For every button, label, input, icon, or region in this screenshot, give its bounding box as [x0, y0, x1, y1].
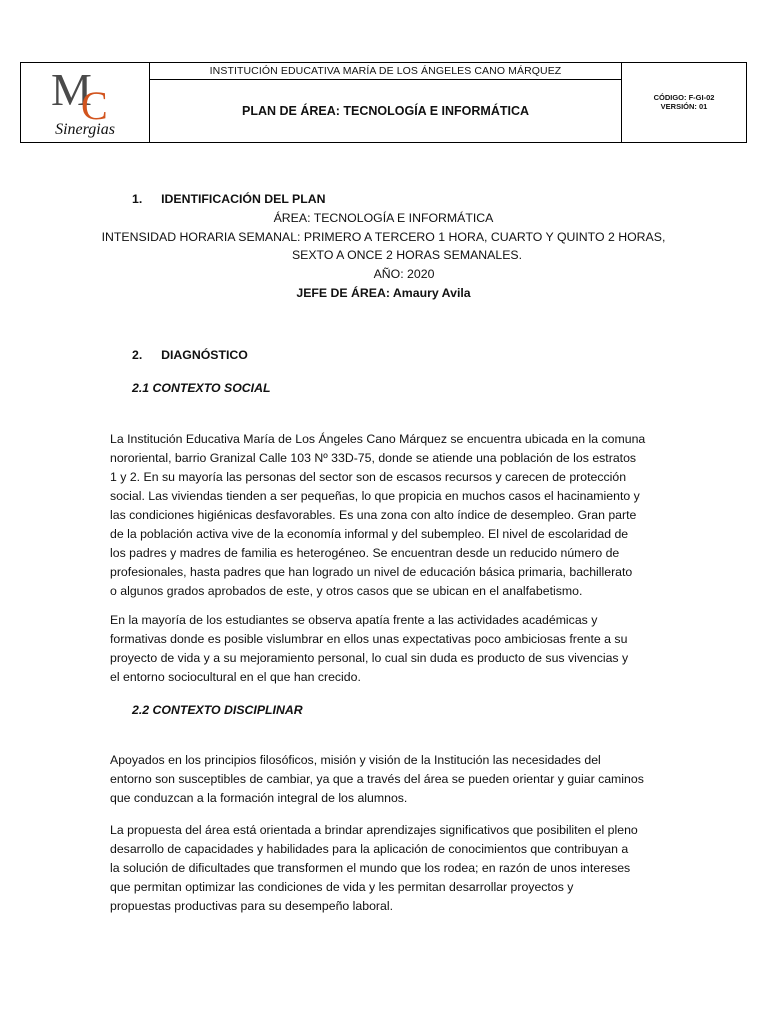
paragraph-disciplinar-1	[110, 751, 658, 808]
area-line: ÁREA: TECNOLOGÍA E INFORMÁTICA	[273, 211, 494, 225]
paragraph-social-1	[110, 430, 658, 601]
subsection-2-1: 2.1 CONTEXTO SOCIAL	[132, 381, 271, 395]
paragraph-line: Apoyados en los principios filosóficos, misión y visión de la Institución las necesidades del	[110, 753, 601, 767]
paragraph-line: 1 y 2. En su mayoría las personas del sector son de escasos recursos y carecen de protección	[110, 470, 627, 484]
area-head-line: JEFE DE ÁREA: Amaury Avila	[296, 286, 471, 300]
paragraph-line: el entorno sociocultural en el que han crecido.	[110, 670, 361, 684]
paragraph-line: que permitan optimizar las condiciones de vida y les permitan desarrollar proyectos y	[110, 880, 574, 894]
paragraph-line: La propuesta del área está orientada a brindar aprendizajes significativos que posibiliten el pleno	[110, 823, 638, 837]
subsection-2-2: 2.2 CONTEXTO DISCIPLINAR	[132, 703, 303, 717]
document-code: CÓDIGO: F-GI-02	[653, 93, 715, 102]
logo-letter-c: C	[81, 83, 108, 125]
header-code-cell	[622, 63, 746, 142]
logo-caption: Sinergias	[55, 121, 115, 138]
paragraph-line: entorno son susceptibles de cambiar, ya que a través del área se pueden orientar y guiar caminos	[110, 772, 644, 786]
section2-number: 2.	[132, 348, 143, 362]
paragraph-line: desarrollo de capacidades y habilidades para la aplicación de conocimientos que contribuyan a	[110, 842, 629, 856]
paragraph-line: los padres y madres de familia es heterogéneo. Se encuentran desde un reducido número de	[110, 546, 620, 560]
paragraph-line: las condiciones higiénicas desfavorables. Es una zona con alto índice de desempleo. Gran parte	[110, 508, 637, 522]
paragraph-social-2	[110, 611, 658, 687]
document-header	[20, 62, 747, 143]
paragraph-disciplinar-2	[110, 821, 658, 916]
paragraph-line: social. Las viviendas tienden a ser pequeñas, lo que propicia en muchos casos el hacinamiento y	[110, 489, 640, 503]
paragraph-line: nororiental, barrio Granizal Calle 103 Nº 33D-75, donde se atiende una población de los estratos	[110, 451, 637, 465]
paragraph-line: o algunos grados aprobados de este, y otros casos que se ubican en el analfabetismo.	[110, 584, 583, 598]
section1-number: 1.	[132, 192, 143, 206]
paragraph-line: En la mayoría de los estudiantes se observa apatía frente a las actividades académicas y	[110, 613, 598, 627]
paragraph-line: la solución de dificultades que transformen el mundo que los rodea; en razón de unos intereses	[110, 861, 631, 875]
mc-logo	[23, 65, 145, 125]
year-line: AÑO: 2020	[373, 267, 435, 281]
paragraph-line: de la población activa vive de la economía informal y del subempleo. El nivel de escolaridad de	[110, 527, 629, 541]
intensity-line-2: SEXTO A ONCE 2 HORAS SEMANALES.	[291, 248, 523, 262]
paragraph-line: propuestas productivas para su desempeño laboral.	[110, 899, 394, 913]
header-middle	[150, 63, 622, 142]
paragraph-line: formativas donde es posible vislumbrar en ellos unas expectativas poco ambiciosas frente a su	[110, 632, 628, 646]
section1-heading	[132, 190, 326, 209]
section2-title: DIAGNÓSTICO	[161, 348, 248, 362]
paragraph-line: proyecto de vida y a su mejoramiento personal, lo cual sin duda es producto de sus vivencias y	[110, 651, 629, 665]
section2-heading	[132, 346, 248, 365]
logo-letter-m: M	[51, 65, 92, 115]
document-version: VERSIÓN: 01	[660, 102, 708, 111]
intensity-line-1: INTENSIDAD HORARIA SEMANAL: PRIMERO A TERCERO 1 HORA, CUARTO Y QUINTO 2 HORAS,	[101, 230, 666, 244]
logo-cell	[21, 63, 150, 142]
section1-title: IDENTIFICACIÓN DEL PLAN	[161, 192, 326, 206]
plan-title: PLAN DE ÁREA: TECNOLOGÍA E INFORMÁTICA	[241, 104, 530, 118]
paragraph-line: que conduzcan a la formación integral de los alumnos.	[110, 791, 408, 805]
paragraph-line: La Institución Educativa María de Los Ángeles Cano Márquez se encuentra ubicada en la comuna	[110, 432, 646, 446]
paragraph-line: profesionales, hasta padres que han logrado un nivel de educación básica primaria, bachillerato	[110, 565, 633, 579]
institution-name: INSTITUCIÓN EDUCATIVA MARÍA DE LOS ÁNGELES CANO MÁRQUEZ	[150, 63, 621, 80]
